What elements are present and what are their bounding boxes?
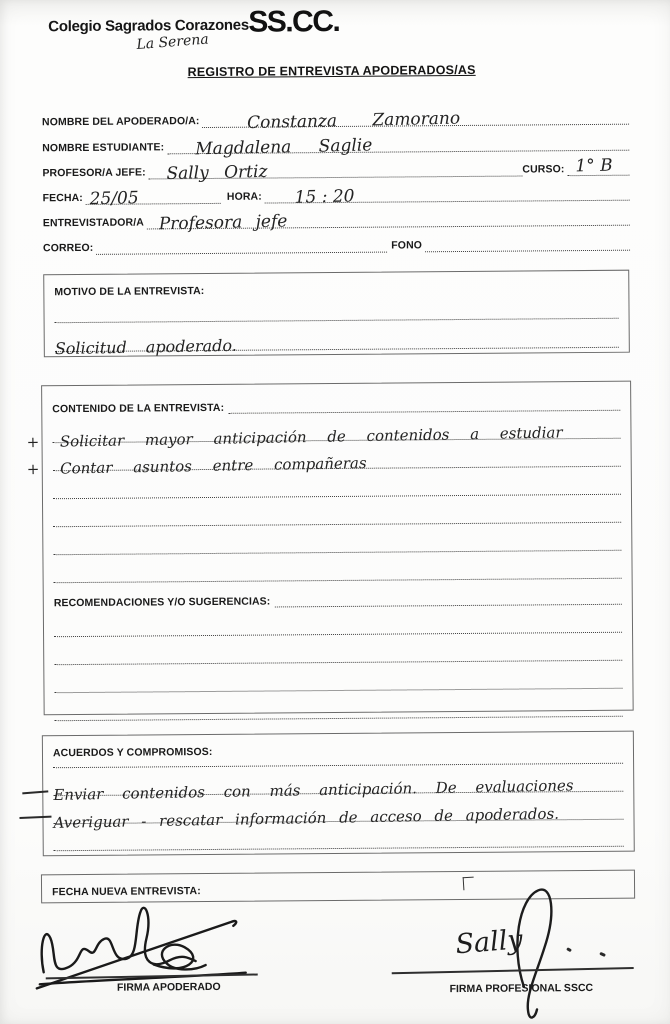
contenido-handwriting-row: [26, 411, 620, 452]
dotted-line: [274, 578, 622, 608]
fecha-label: FECHA:: [42, 191, 83, 205]
acuerdos-handwriting-row: [53, 764, 623, 804]
acuerdos-handwriting-2: Averiguar - rescatar información de acceso de apoderados.: [53, 804, 560, 832]
dotted-line: [55, 689, 623, 721]
fecha-nueva-label: FECHA NUEVA ENTREVISTA:: [52, 885, 201, 899]
motivo-box: [43, 270, 630, 358]
curso-label: CURSO:: [522, 163, 565, 176]
school-name: Colegio Sagrados Corazones: [48, 16, 249, 36]
motivo-handwriting-row: [54, 319, 619, 359]
profesor-handwriting: Sally Ortiz: [166, 161, 268, 185]
apoderado-handwriting: Constanza Zamorano: [247, 108, 461, 134]
signature-profesional: [481, 884, 602, 1024]
estudiante-handwriting: Magdalena Saglie: [195, 135, 373, 160]
contenido-handwriting-1: + Solicitar mayor anticipación de contenidos a estudiar: [26, 423, 563, 452]
fecha-handwriting: 25/05: [89, 188, 140, 210]
acuerdos-handwriting-1: Enviar contenidos con más anticipación. De evaluaciones: [53, 776, 574, 804]
dotted-line: [53, 551, 621, 583]
acuerdos-label: ACUERDOS Y COMPROMISOS:: [52, 745, 213, 760]
dotted-line: [54, 633, 622, 665]
dotted-line: [53, 495, 621, 527]
dotted-line: [54, 605, 622, 637]
entrevistador-label: ENTREVISTADOR/A: [42, 216, 144, 230]
recomendaciones-label: RECOMENDACIONES Y/O SUGERENCIAS:: [53, 595, 271, 610]
contenido-label: CONTENIDO DE LA ENTREVISTA:: [52, 401, 225, 416]
field-row-correo-fono: [43, 225, 630, 256]
dotted-line: [228, 386, 620, 414]
hora-label: HORA:: [226, 190, 262, 203]
dotted-line: [53, 523, 621, 555]
school-place-script: La Serena: [135, 31, 210, 54]
acuerdos-handwriting-row: [53, 792, 623, 832]
dotted-line: [53, 467, 621, 499]
firma-profesional-label: FIRMA PROFESIONAL SSCC: [449, 981, 594, 996]
acuerdos-box: [42, 731, 635, 857]
contenido-handwriting-2: + Contar asuntos entre compañeras: [26, 453, 367, 479]
correo-line: [96, 226, 387, 255]
contenido-box: [26, 381, 634, 716]
fono-label: FONO: [391, 239, 423, 252]
motivo-label: MOTIVO DE LA ENTREVISTA:: [54, 285, 205, 299]
motivo-handwriting: Solicitud apoderado.: [54, 335, 237, 359]
profesor-label: PROFESOR/A JEFE:: [42, 166, 146, 180]
curso-handwriting: 1° B: [575, 155, 613, 177]
correo-label: CORREO:: [42, 241, 94, 255]
signature-profesional-name: Sally: [454, 924, 524, 961]
school-logo: [48, 4, 368, 65]
entrevistador-handwriting: Profesora jefe: [158, 211, 288, 235]
estudiante-label: NOMBRE ESTUDIANTE:: [42, 141, 165, 155]
stray-pen-mark: [463, 877, 475, 891]
curso-line: [567, 149, 629, 176]
form-title: REGISTRO DE ENTREVISTA APODERADOS/AS: [187, 62, 476, 80]
firma-apoderado-label: FIRMA APODERADO: [116, 980, 221, 994]
dotted-line: [54, 661, 622, 693]
contenido-handwriting-row: [26, 439, 621, 479]
dotted-line: [54, 820, 624, 851]
school-sigla: SS.CC.: [248, 4, 340, 39]
hora-handwriting: 15 : 20: [294, 186, 355, 208]
fecha-line: [86, 177, 221, 210]
fono-line: [425, 224, 630, 253]
apoderado-label: NOMBRE DEL APODERADO/A:: [41, 115, 200, 129]
